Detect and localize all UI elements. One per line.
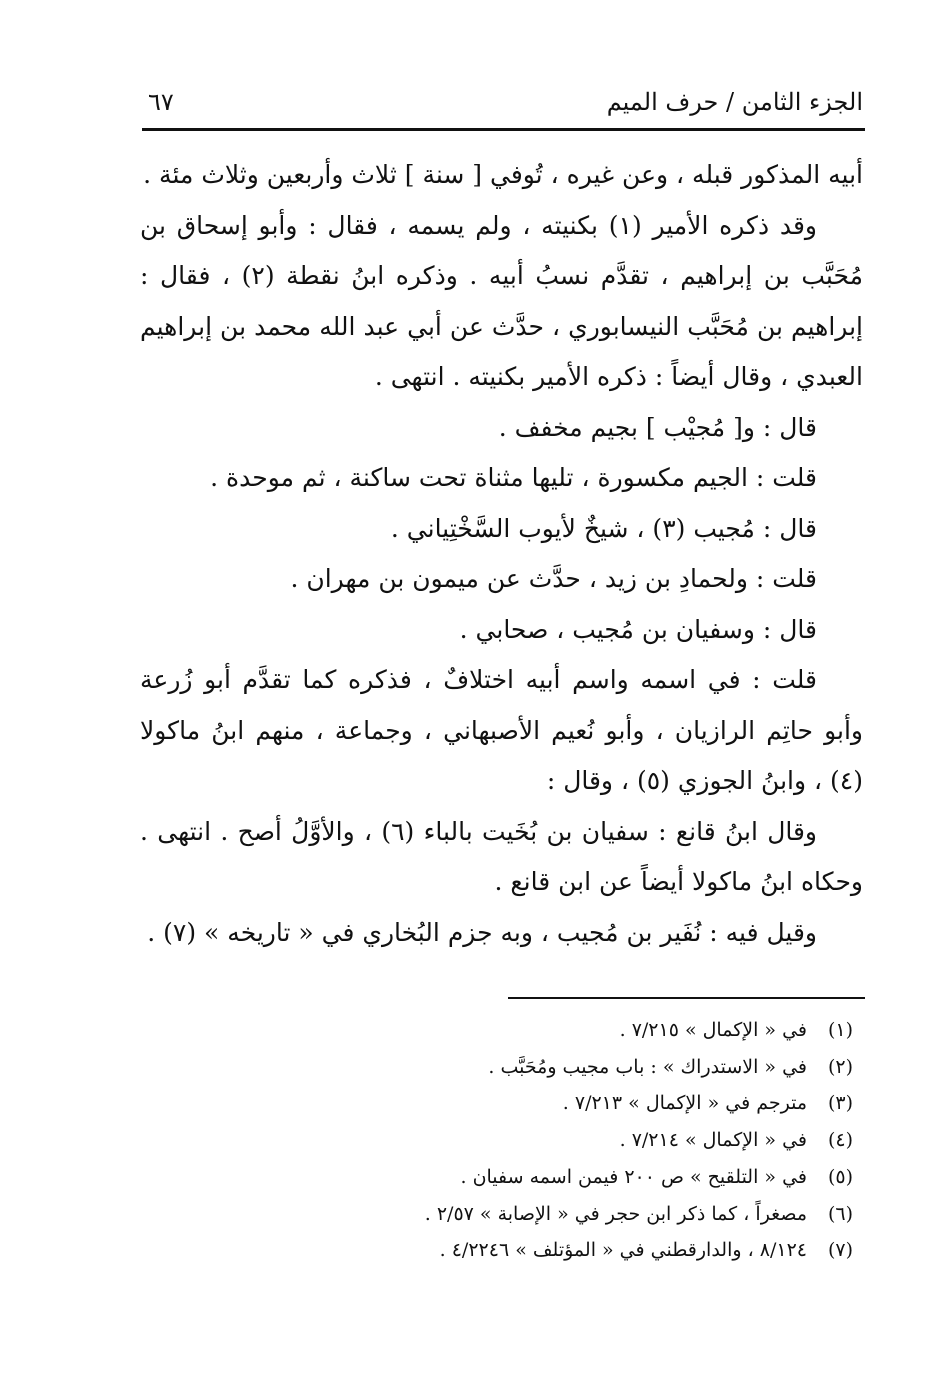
footnote-number: (٤) [827, 1129, 853, 1152]
page-number: ٦٧ [148, 88, 174, 116]
footnote-number: (٥) [827, 1165, 853, 1188]
footnote-item [140, 1196, 853, 1233]
footnote-number: (٧) [827, 1239, 853, 1262]
running-header-title: الجزء الثامن / حرف الميم [606, 88, 863, 116]
paragraph-qultu-jim: قلت : الجيم مكسورة ، تليها مثناة تحت ساكنة ، ثم موحدة . [210, 463, 817, 492]
main-text [140, 150, 863, 958]
header-divider [142, 128, 865, 131]
footnote-text: في « الإكمال » ٧/٢١٤ . [619, 1129, 807, 1152]
footnote-text: في « التلقيح » ص ٢٠٠ فيمن اسمه سفيان . [460, 1165, 807, 1188]
footnotes [140, 1012, 853, 1269]
footnote-number: (١) [827, 1019, 853, 1041]
footnote-text: في « الاستدراك » : باب مجيب ومُحَبَّب . [488, 1055, 807, 1078]
paragraph-qala-mujib: قال : و[ مُجيْب ] بجيم مخفف . [498, 412, 817, 442]
footnote-item [140, 1012, 853, 1049]
paragraph-qultu-hammad: قلت : ولحمادِ بن زيد ، حدَّث عن ميمون بن مهران . [290, 564, 817, 593]
paragraph-qala-shaykh: قال : مُجيب (٣) ، شيخٌ لأيوب السَّخْتِياني . [390, 513, 817, 543]
paragraph-ibn-qani: وقال ابنُ قانع : سفيان بن بُخَيت بالباء (٦) ، والأوَّلُ أصح . انتهى . وحكاه ابنُ ماكولا أيضاً عن ابن قانع . [140, 816, 863, 896]
paragraph-continuation: أبيه المذكور قبله ، وعن غيره ، تُوفي [ سنة ] ثلاث وأربعين وثلاث مئة . [143, 160, 863, 189]
paragraph-nufayr: وقيل فيه : نُفَير بن مُجيب ، وبه جزم البُخاري في « تاريخه » (٧) . [147, 917, 817, 947]
footnote-item [140, 1159, 853, 1196]
footnote-text: مصغراً ، كما ذكر ابن حجر في « الإصابة » ٢/٥٧ . [424, 1202, 807, 1225]
footnote-text: ٨/١٢٤ ، والدارقطني في « المؤتلف » ٤/٢٢٤٦ . [439, 1239, 807, 1262]
footnote-item [140, 1232, 853, 1269]
footnote-text: مترجم في « الإكمال » ٧/٢١٣ . [562, 1092, 807, 1115]
footnote-divider [508, 997, 865, 999]
footnote-text: في « الإكمال » ٧/٢١٥ . [619, 1019, 807, 1041]
paragraph-qultu-ikhtilaf: قلت : في اسمه واسم أبيه اختلافٌ ، فذكره كما تقدَّم أبو زُرعة وأبو حاتِم الرازيان ، وأبو نُعيم الأصبهاني ، وجماعة ، منهم ابنُ ماكولا (٤) ، وابنُ الجوزي (٥) ، وقال : [140, 665, 863, 795]
footnote-item [140, 1085, 853, 1122]
footnote-item [140, 1049, 853, 1086]
footnote-number: (٢) [827, 1055, 853, 1078]
footnote-number: (٦) [827, 1202, 853, 1225]
paragraph-amir-mention: وقد ذكره الأمير (١) بكنيته ، ولم يسمه ، فقال : وأبو إسحاق بن مُحَبَّب بن إبراهيم ، تقدَّم نسبُ أبيه . وذكره ابنُ نقطة (٢) ، فقال : إبراهيم بن مُحَبَّب النيسابوري ، حدَّث عن أبي عبد الله محمد بن إبراهيم العبدي ، وقال أيضاً : ذكره الأمير بكنيته . انتهى . [140, 210, 863, 391]
footnote-item [140, 1122, 853, 1159]
footnote-number: (٣) [827, 1092, 853, 1115]
running-header [148, 82, 863, 122]
paragraph-qala-sufyan: قال : وسفيان بن مُجيب ، صحابي . [459, 614, 817, 644]
